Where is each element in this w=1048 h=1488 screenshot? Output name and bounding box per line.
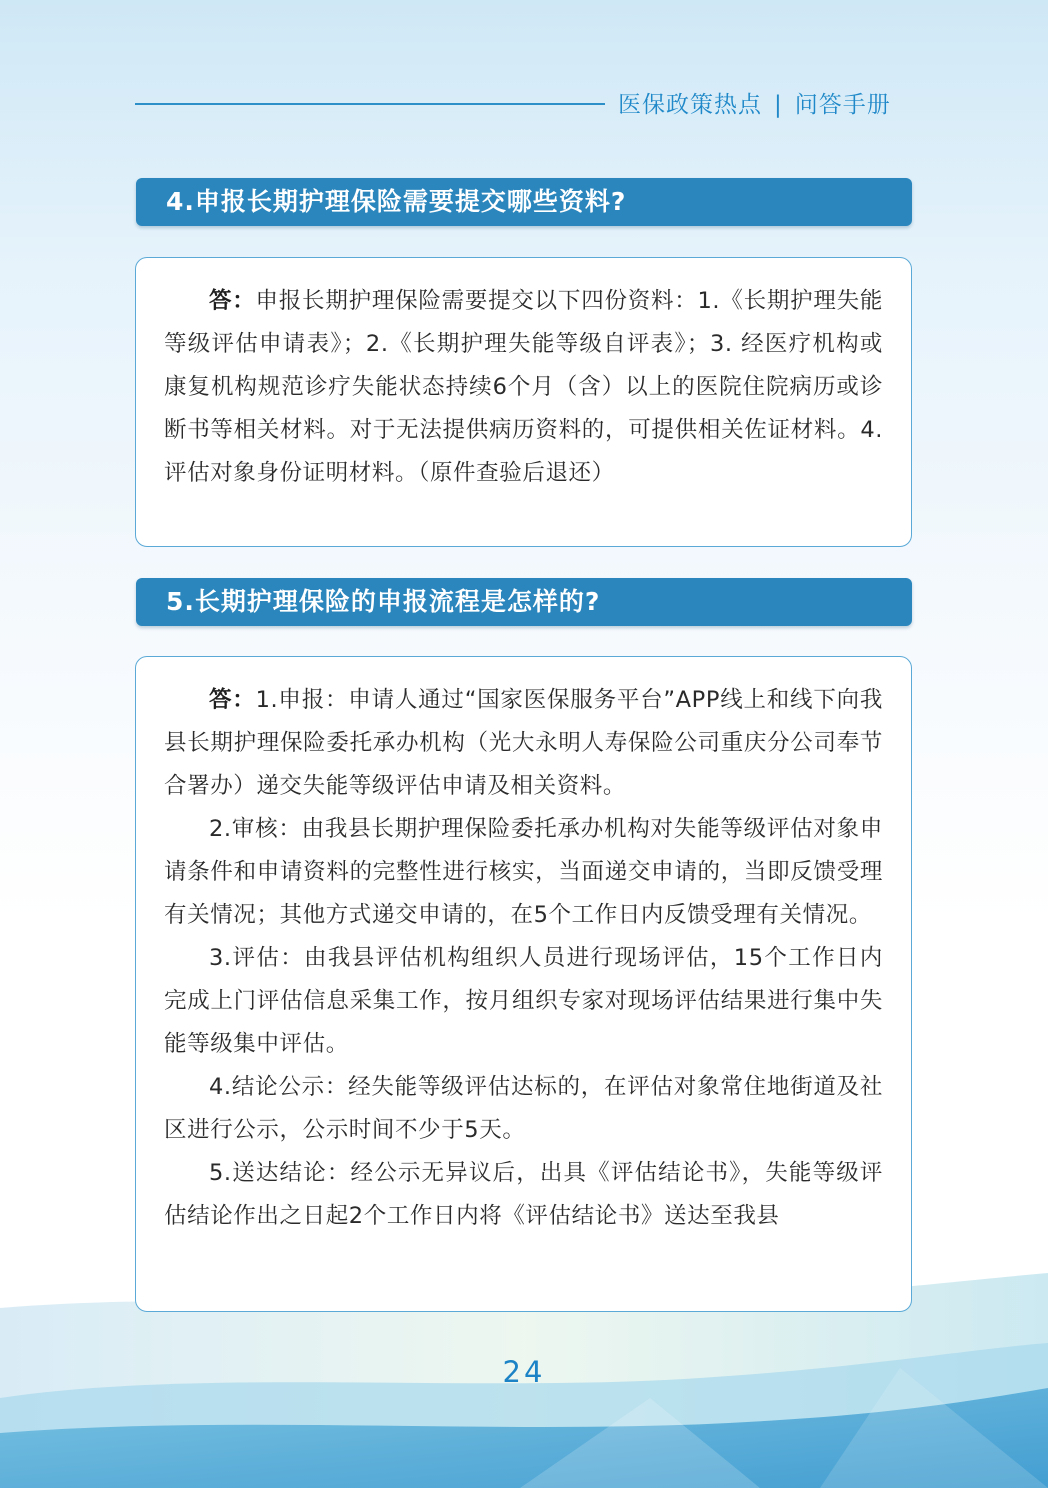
answer-text: 申报长期护理保险需要提交以下四份资料：1.《长期护理失能等级评估申请表》；2.《长期护理失能等级自评表》；3. 经医疗机构或康复机构规范诊疗失能状态持续6个月（含）以上的医院住院病历或诊断书等相关材料。对于无法提供病历资料的，可提供相关佐证材料。4. 评估对象身份证明材料。（原件查验后退还） bbox=[164, 288, 883, 486]
header-title-left: 医保政策热点 bbox=[618, 92, 762, 118]
answer-paragraph: 2.审核：由我县长期护理保险委托承办机构对失能等级评估对象申请条件和申请资料的完整性进行核实，当面递交申请的，当即反馈受理有关情况；其他方式递交申请的，在5个工作日内反馈受理有关情况。 bbox=[164, 816, 883, 928]
answer-paragraph bbox=[164, 679, 883, 808]
section-5-heading: 5.长期护理保险的申报流程是怎样的? bbox=[136, 578, 912, 626]
answer-label: 答： bbox=[209, 288, 256, 314]
answer-paragraph: 4.结论公示：经失能等级评估达标的，在评估对象常住地街道及社区进行公示，公示时间不少于5天。 bbox=[164, 1074, 883, 1143]
header-separator: | bbox=[774, 92, 783, 118]
running-header bbox=[618, 86, 891, 119]
section-4-heading: 4.申报长期护理保险需要提交哪些资料? bbox=[136, 178, 912, 226]
section-5-answer-box bbox=[135, 656, 912, 1312]
answer-paragraph: 3.评估：由我县评估机构组织人员进行现场评估，15个工作日内完成上门评估信息采集工作，按月组织专家对现场评估结果进行集中失能等级集中评估。 bbox=[164, 945, 883, 1057]
answer-paragraph bbox=[164, 280, 883, 495]
header-title-right: 问答手册 bbox=[794, 92, 891, 118]
answer-paragraph: 5.送达结论：经公示无异议后，出具《评估结论书》，失能等级评估结论作出之日起2个工作日内将《评估结论书》送达至我县 bbox=[164, 1160, 883, 1229]
answer-text: 1.申报：申请人通过“国家医保服务平台”APP线上和线下向我县长期护理保险委托承办机构（光大永明人寿保险公司重庆分公司奉节合署办）递交失能等级评估申请及相关资料。 bbox=[164, 687, 884, 799]
header-rule bbox=[135, 103, 605, 105]
answer-label: 答： bbox=[209, 687, 256, 713]
page-number: 24 bbox=[502, 1355, 546, 1389]
section-4-answer-box bbox=[135, 257, 912, 547]
